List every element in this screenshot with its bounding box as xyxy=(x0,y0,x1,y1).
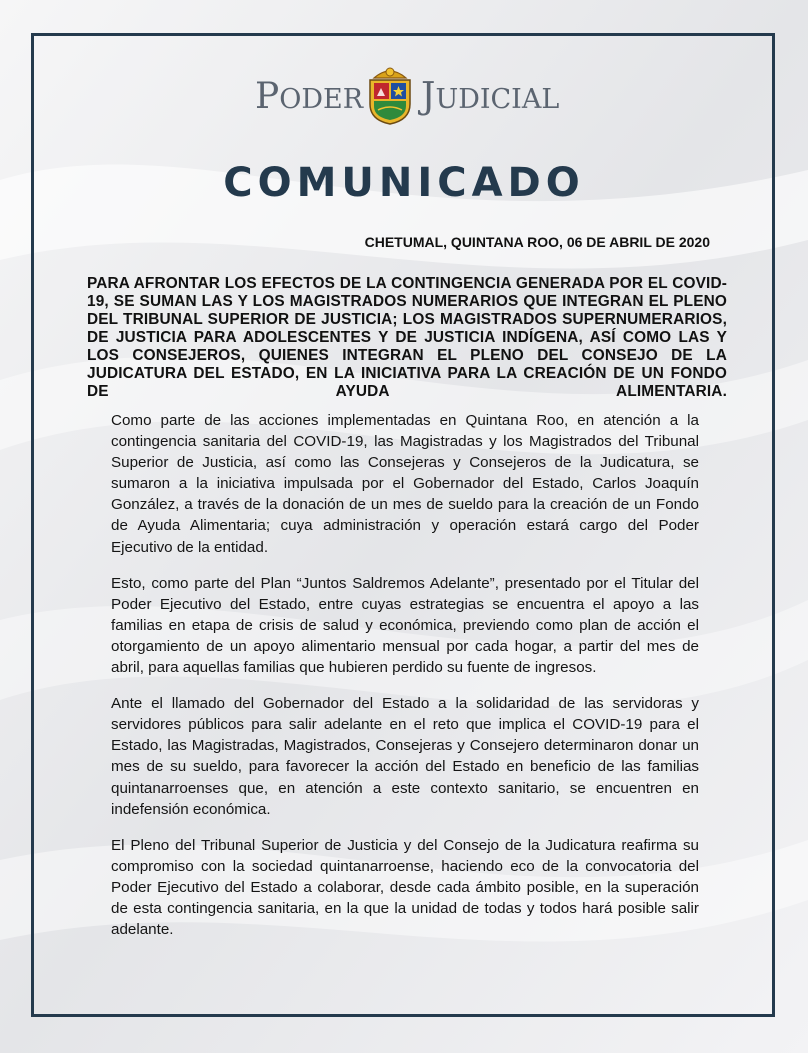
headline: PARA AFRONTAR LOS EFECTOS DE LA CONTINGENCIA GENERADA POR EL COVID-19, SE SUMAN LAS Y LOS MAGISTRADOS NUMERARIOS QUE INTEGRAN EL PLENO DEL TRIBUNAL SUPERIOR DE JUSTICIA; LOS MAGISTRADOS SUPERNUMERARIOS, DE JUSTICIA PARA ADOLESCENTES Y DE JUSTICIA INDÍGENA, ASÍ COMO LAS Y LOS CONSEJEROS, QUIENES INTEGRAN EL PLENO DEL CONSEJO DE LA JUDICATURA DEL ESTADO, EN LA INICIATIVA PARA LA CREACIÓN DE UN FONDO DE AYUDA ALIMENTARIA. xyxy=(87,275,727,400)
press-release-body xyxy=(111,410,699,955)
dateline: CHETUMAL, QUINTANA ROO, 06 DE ABRIL DE 2020 xyxy=(364,234,710,250)
paragraph-4: El Pleno del Tribunal Superior de Justicia y del Consejo de la Judicatura reafirma su compromiso con la sociedad quintanarroense, haciendo eco de la convocatoria del Poder Ejecutivo del Estado a colaborar, desde cada ámbito posible, en la superación de esta contingencia sanitaria, en la que la unidad de todas y todos hará posible salir adelante. xyxy=(111,836,699,939)
page-title: COMUNICADO xyxy=(223,160,585,206)
logo-word-judicial: JUDICIAL xyxy=(421,76,560,117)
paragraph-2: Esto, como parte del Plan “Juntos Saldremos Adelante”, presentado por el Titular del Poder Ejecutivo del Estado, entre cuyas estrategias se encuentra el apoyo a las familias en etapa de crisis de salud y económica, previendo como plan de acción el otorgamiento de un apoyo alimentario mensual por cada hogar, a partir del mes de abril, para aquellas familias que hubieren perdido su fuente de ingresos. xyxy=(111,574,699,677)
state-seal-icon xyxy=(366,64,414,126)
paragraph-3: Ante el llamado del Gobernador del Estado a la solidaridad de las servidoras y servidores públicos para salir adelante en el reto que implica el COVID-19 para el Estado, las Magistradas, Magistrados, Consejeras y Consejero determinaron donar un mes de su sueldo, para favorecer la acción del Estado en beneficio de las familias quintanarroenses que, en atención a este contexto sanitario, se encuentren en indefensión económica. xyxy=(111,695,699,818)
paragraph-1: Como parte de las acciones implementadas en Quintana Roo, en atención a la contingencia sanitaria del COVID-19, las Magistradas y los Magistrados del Tribunal Superior de Justicia, así como las Consejeras y Consejeros de la Judicatura, se sumaron a la iniciativa impulsada por el Gobernador del Estado, Carlos Joaquín González, a través de la donación de un mes de sueldo para la creación de un Fondo de Ayuda Alimentaria; cuya administración y operación estará cargo del Poder Ejecutivo de la entidad. xyxy=(111,412,699,556)
poder-judicial-logo xyxy=(0,62,808,132)
logo-word-poder: PODER xyxy=(255,76,364,117)
